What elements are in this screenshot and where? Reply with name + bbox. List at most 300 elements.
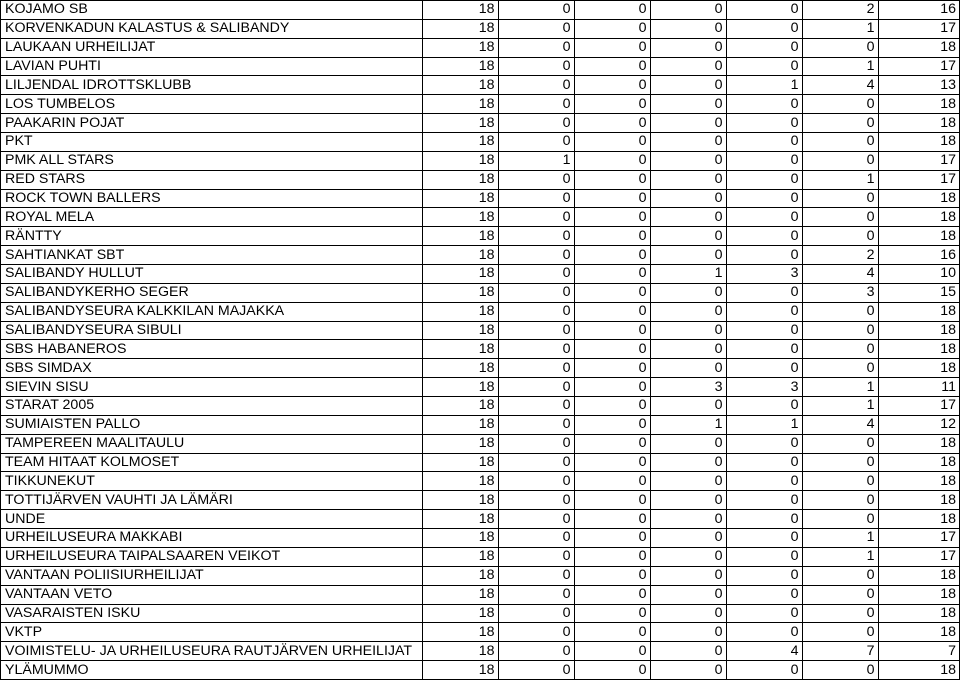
stat-cell: 0 <box>574 434 650 453</box>
stat-cell: 0 <box>574 246 650 265</box>
stat-cell: 0 <box>574 623 650 642</box>
total-cell: 18 <box>878 623 959 642</box>
team-name-cell: RÄNTTY <box>1 227 422 246</box>
table-row <box>1 547 959 566</box>
stat-cell: 0 <box>726 114 802 133</box>
stat-cell: 0 <box>574 661 650 680</box>
stat-cell: 0 <box>726 133 802 152</box>
stat-cell: 0 <box>574 642 650 661</box>
stat-cell: 0 <box>726 453 802 472</box>
stat-cell: 0 <box>802 510 878 529</box>
stat-cell: 4 <box>802 415 878 434</box>
table-row <box>1 661 959 680</box>
stat-cell: 1 <box>802 378 878 397</box>
table-row <box>1 623 959 642</box>
stat-cell: 0 <box>650 642 726 661</box>
table-body <box>1 1 959 679</box>
total-cell: 18 <box>878 585 959 604</box>
team-name-cell: SAHTIANKAT SBT <box>1 246 422 265</box>
stat-cell: 0 <box>574 57 650 76</box>
stat-cell: 0 <box>650 38 726 57</box>
stat-cell: 0 <box>802 566 878 585</box>
total-cell: 15 <box>878 283 959 302</box>
stat-cell: 0 <box>498 189 574 208</box>
total-cell: 18 <box>878 340 959 359</box>
team-name-cell: KORVENKADUN KALASTUS & SALIBANDY <box>1 19 422 38</box>
games-cell: 18 <box>422 133 498 152</box>
stat-cell: 0 <box>802 491 878 510</box>
table-row <box>1 95 959 114</box>
stat-cell: 0 <box>802 340 878 359</box>
stat-cell: 0 <box>498 133 574 152</box>
team-name-cell: TIKKUNEKUT <box>1 472 422 491</box>
stat-cell: 0 <box>650 133 726 152</box>
stat-cell: 4 <box>726 642 802 661</box>
team-name-cell: VANTAAN VETO <box>1 585 422 604</box>
stat-cell: 0 <box>574 321 650 340</box>
total-cell: 17 <box>878 547 959 566</box>
stat-cell: 0 <box>498 623 574 642</box>
stat-cell: 0 <box>650 189 726 208</box>
stat-cell: 0 <box>574 397 650 416</box>
table-row <box>1 585 959 604</box>
total-cell: 17 <box>878 397 959 416</box>
games-cell: 18 <box>422 510 498 529</box>
stat-cell: 0 <box>650 302 726 321</box>
stat-cell: 0 <box>650 397 726 416</box>
total-cell: 18 <box>878 133 959 152</box>
stat-cell: 0 <box>802 114 878 133</box>
stat-cell: 1 <box>726 415 802 434</box>
total-cell: 17 <box>878 57 959 76</box>
stat-cell: 0 <box>650 585 726 604</box>
table-row <box>1 566 959 585</box>
total-cell: 18 <box>878 38 959 57</box>
stat-cell: 3 <box>726 378 802 397</box>
stat-cell: 0 <box>650 95 726 114</box>
total-cell: 18 <box>878 510 959 529</box>
stat-cell: 1 <box>802 57 878 76</box>
games-cell: 18 <box>422 547 498 566</box>
stat-cell: 0 <box>726 510 802 529</box>
games-cell: 18 <box>422 151 498 170</box>
stat-cell: 0 <box>726 491 802 510</box>
total-cell: 18 <box>878 95 959 114</box>
stat-cell: 0 <box>498 585 574 604</box>
team-name-cell: LAVIAN PUHTI <box>1 57 422 76</box>
stat-cell: 0 <box>802 189 878 208</box>
table-row <box>1 397 959 416</box>
stat-cell: 0 <box>650 529 726 548</box>
stat-cell: 4 <box>802 265 878 284</box>
stat-cell: 0 <box>574 208 650 227</box>
stat-cell: 0 <box>650 57 726 76</box>
stat-cell: 0 <box>726 547 802 566</box>
stat-cell: 0 <box>574 510 650 529</box>
stat-cell: 0 <box>498 114 574 133</box>
games-cell: 18 <box>422 76 498 95</box>
team-name-cell: YLÄMUMMO <box>1 661 422 680</box>
games-cell: 18 <box>422 623 498 642</box>
stat-cell: 1 <box>802 170 878 189</box>
stat-cell: 0 <box>498 57 574 76</box>
stat-cell: 0 <box>650 604 726 623</box>
stat-cell: 0 <box>802 623 878 642</box>
table-row <box>1 302 959 321</box>
stat-cell: 0 <box>802 453 878 472</box>
table-row <box>1 321 959 340</box>
stat-cell: 0 <box>650 661 726 680</box>
stat-cell: 0 <box>498 340 574 359</box>
stat-cell: 0 <box>498 510 574 529</box>
team-name-cell: SUMIAISTEN PALLO <box>1 415 422 434</box>
stat-cell: 0 <box>498 415 574 434</box>
games-cell: 18 <box>422 397 498 416</box>
total-cell: 18 <box>878 208 959 227</box>
stat-cell: 0 <box>650 472 726 491</box>
stat-cell: 0 <box>726 189 802 208</box>
team-name-cell: RED STARS <box>1 170 422 189</box>
stat-cell: 0 <box>574 378 650 397</box>
games-cell: 18 <box>422 227 498 246</box>
total-cell: 18 <box>878 604 959 623</box>
stat-cell: 0 <box>650 434 726 453</box>
stat-cell: 0 <box>498 227 574 246</box>
games-cell: 18 <box>422 19 498 38</box>
stat-cell: 0 <box>650 227 726 246</box>
table-row <box>1 453 959 472</box>
stat-cell: 0 <box>498 378 574 397</box>
stat-cell: 1 <box>650 265 726 284</box>
stat-cell: 0 <box>574 1 650 19</box>
stat-cell: 0 <box>498 359 574 378</box>
stat-cell: 0 <box>498 265 574 284</box>
stat-cell: 0 <box>574 585 650 604</box>
stat-cell: 1 <box>802 19 878 38</box>
games-cell: 18 <box>422 661 498 680</box>
games-cell: 18 <box>422 95 498 114</box>
stat-cell: 0 <box>726 208 802 227</box>
stat-cell: 0 <box>498 566 574 585</box>
stat-cell: 7 <box>802 642 878 661</box>
stat-cell: 0 <box>726 19 802 38</box>
table-row <box>1 208 959 227</box>
table-row <box>1 151 959 170</box>
stat-cell: 0 <box>802 321 878 340</box>
stat-cell: 0 <box>498 302 574 321</box>
stat-cell: 0 <box>574 472 650 491</box>
table-row <box>1 472 959 491</box>
table-row <box>1 170 959 189</box>
total-cell: 18 <box>878 434 959 453</box>
games-cell: 18 <box>422 378 498 397</box>
table-row <box>1 491 959 510</box>
stat-cell: 3 <box>726 265 802 284</box>
team-name-cell: UNDE <box>1 510 422 529</box>
team-name-cell: SALIBANDYSEURA KALKKILAN MAJAKKA <box>1 302 422 321</box>
stat-cell: 0 <box>726 227 802 246</box>
stat-cell: 0 <box>498 604 574 623</box>
stat-cell: 0 <box>574 547 650 566</box>
stat-cell: 0 <box>498 283 574 302</box>
total-cell: 16 <box>878 246 959 265</box>
team-name-cell: TAMPEREEN MAALITAULU <box>1 434 422 453</box>
team-name-cell: SALIBANDYSEURA SIBULI <box>1 321 422 340</box>
stat-cell: 0 <box>498 397 574 416</box>
total-cell: 17 <box>878 151 959 170</box>
table-row <box>1 227 959 246</box>
stat-cell: 0 <box>574 170 650 189</box>
total-cell: 18 <box>878 227 959 246</box>
team-name-cell: TOTTIJÄRVEN VAUHTI JA LÄMÄRI <box>1 491 422 510</box>
stat-cell: 1 <box>802 397 878 416</box>
stat-cell: 0 <box>574 189 650 208</box>
stat-cell: 0 <box>726 283 802 302</box>
table-row <box>1 340 959 359</box>
stat-cell: 0 <box>650 340 726 359</box>
total-cell: 18 <box>878 453 959 472</box>
games-cell: 18 <box>422 491 498 510</box>
stat-cell: 1 <box>802 529 878 548</box>
stat-cell: 0 <box>802 133 878 152</box>
table-row <box>1 265 959 284</box>
stat-cell: 0 <box>574 133 650 152</box>
stat-cell: 0 <box>726 57 802 76</box>
games-cell: 18 <box>422 114 498 133</box>
stat-cell: 1 <box>650 415 726 434</box>
stat-cell: 0 <box>498 529 574 548</box>
total-cell: 13 <box>878 76 959 95</box>
games-cell: 18 <box>422 265 498 284</box>
team-name-cell: SBS HABANEROS <box>1 340 422 359</box>
stat-cell: 0 <box>802 227 878 246</box>
stat-cell: 0 <box>574 114 650 133</box>
total-cell: 11 <box>878 378 959 397</box>
total-cell: 12 <box>878 415 959 434</box>
stat-cell: 0 <box>574 265 650 284</box>
team-name-cell: SBS SIMDAX <box>1 359 422 378</box>
table-row <box>1 510 959 529</box>
stat-cell: 0 <box>802 434 878 453</box>
stat-cell: 0 <box>650 491 726 510</box>
stat-cell: 0 <box>650 510 726 529</box>
stat-cell: 0 <box>726 566 802 585</box>
team-name-cell: ROYAL MELA <box>1 208 422 227</box>
table-row <box>1 529 959 548</box>
games-cell: 18 <box>422 529 498 548</box>
team-name-cell: VASARAISTEN ISKU <box>1 604 422 623</box>
stat-cell: 0 <box>574 302 650 321</box>
table-row <box>1 114 959 133</box>
total-cell: 18 <box>878 661 959 680</box>
total-cell: 18 <box>878 189 959 208</box>
team-name-cell: PMK ALL STARS <box>1 151 422 170</box>
stat-cell: 0 <box>726 321 802 340</box>
games-cell: 18 <box>422 1 498 19</box>
stat-cell: 0 <box>726 604 802 623</box>
team-name-cell: STARAT 2005 <box>1 397 422 416</box>
stat-cell: 0 <box>650 321 726 340</box>
stat-cell: 2 <box>802 246 878 265</box>
total-cell: 10 <box>878 265 959 284</box>
stat-cell: 1 <box>802 547 878 566</box>
table-row <box>1 38 959 57</box>
stat-cell: 1 <box>726 76 802 95</box>
stat-cell: 0 <box>802 585 878 604</box>
stat-cell: 0 <box>574 151 650 170</box>
stat-cell: 0 <box>726 585 802 604</box>
total-cell: 17 <box>878 529 959 548</box>
team-name-cell: TEAM HITAAT KOLMOSET <box>1 453 422 472</box>
stat-cell: 0 <box>574 359 650 378</box>
stat-cell: 0 <box>574 227 650 246</box>
table-row <box>1 189 959 208</box>
games-cell: 18 <box>422 246 498 265</box>
stat-cell: 0 <box>726 1 802 19</box>
games-cell: 18 <box>422 472 498 491</box>
stat-cell: 0 <box>498 547 574 566</box>
stat-cell: 0 <box>726 38 802 57</box>
team-name-cell: SALIBANDY HULLUT <box>1 265 422 284</box>
table-row <box>1 359 959 378</box>
total-cell: 18 <box>878 491 959 510</box>
team-name-cell: SIEVIN SISU <box>1 378 422 397</box>
table-row <box>1 415 959 434</box>
total-cell: 17 <box>878 19 959 38</box>
stat-cell: 0 <box>802 151 878 170</box>
stat-cell: 0 <box>650 566 726 585</box>
table-row <box>1 283 959 302</box>
stat-cell: 0 <box>802 208 878 227</box>
games-cell: 18 <box>422 434 498 453</box>
games-cell: 18 <box>422 585 498 604</box>
stat-cell: 0 <box>650 170 726 189</box>
total-cell: 18 <box>878 359 959 378</box>
stat-cell: 0 <box>726 95 802 114</box>
stat-cell: 0 <box>726 302 802 321</box>
table-row <box>1 604 959 623</box>
stat-cell: 0 <box>498 472 574 491</box>
team-name-cell: VANTAAN POLIISIURHEILIJAT <box>1 566 422 585</box>
stat-cell: 0 <box>574 491 650 510</box>
stat-cell: 0 <box>574 38 650 57</box>
stat-cell: 0 <box>498 661 574 680</box>
team-name-cell: PAAKARIN POJAT <box>1 114 422 133</box>
games-cell: 18 <box>422 340 498 359</box>
stat-cell: 4 <box>802 76 878 95</box>
table-row <box>1 19 959 38</box>
stat-cell: 0 <box>650 19 726 38</box>
games-cell: 18 <box>422 566 498 585</box>
table-row <box>1 1 959 19</box>
stat-cell: 0 <box>726 529 802 548</box>
stat-cell: 0 <box>574 283 650 302</box>
stat-cell: 0 <box>498 321 574 340</box>
stat-cell: 0 <box>650 151 726 170</box>
stat-cell: 0 <box>802 472 878 491</box>
stat-cell: 0 <box>574 566 650 585</box>
team-name-cell: ROCK TOWN BALLERS <box>1 189 422 208</box>
stat-cell: 0 <box>650 359 726 378</box>
team-name-cell: SALIBANDYKERHO SEGER <box>1 283 422 302</box>
stat-cell: 0 <box>498 1 574 19</box>
stat-cell: 0 <box>498 38 574 57</box>
stat-cell: 0 <box>726 151 802 170</box>
stat-cell: 0 <box>498 170 574 189</box>
stat-cell: 0 <box>574 453 650 472</box>
table-row <box>1 76 959 95</box>
stat-cell: 0 <box>726 340 802 359</box>
table-row <box>1 378 959 397</box>
stat-cell: 0 <box>802 661 878 680</box>
table-row <box>1 642 959 661</box>
stat-cell: 0 <box>498 19 574 38</box>
total-cell: 18 <box>878 302 959 321</box>
stat-cell: 0 <box>726 246 802 265</box>
stat-cell: 0 <box>726 397 802 416</box>
games-cell: 18 <box>422 604 498 623</box>
games-cell: 18 <box>422 321 498 340</box>
stat-cell: 0 <box>574 19 650 38</box>
games-cell: 18 <box>422 208 498 227</box>
games-cell: 18 <box>422 642 498 661</box>
total-cell: 18 <box>878 321 959 340</box>
standings-table <box>1 1 959 680</box>
stat-cell: 0 <box>498 76 574 95</box>
team-name-cell: VKTP <box>1 623 422 642</box>
stat-cell: 0 <box>650 246 726 265</box>
stat-cell: 3 <box>650 378 726 397</box>
team-name-cell: URHEILUSEURA TAIPALSAAREN VEIKOT <box>1 547 422 566</box>
games-cell: 18 <box>422 57 498 76</box>
stat-cell: 0 <box>650 623 726 642</box>
team-name-cell: PKT <box>1 133 422 152</box>
games-cell: 18 <box>422 38 498 57</box>
table-row <box>1 133 959 152</box>
total-cell: 18 <box>878 114 959 133</box>
stat-cell: 0 <box>574 415 650 434</box>
stat-cell: 0 <box>726 170 802 189</box>
stat-cell: 0 <box>574 95 650 114</box>
stat-cell: 0 <box>498 208 574 227</box>
stat-cell: 0 <box>650 283 726 302</box>
games-cell: 18 <box>422 453 498 472</box>
games-cell: 18 <box>422 283 498 302</box>
stat-cell: 0 <box>574 604 650 623</box>
team-name-cell: LOS TUMBELOS <box>1 95 422 114</box>
stat-cell: 0 <box>498 434 574 453</box>
stat-cell: 0 <box>726 623 802 642</box>
games-cell: 18 <box>422 302 498 321</box>
stat-cell: 0 <box>726 434 802 453</box>
stat-cell: 0 <box>726 472 802 491</box>
table-row <box>1 434 959 453</box>
team-name-cell: URHEILUSEURA MAKKABI <box>1 529 422 548</box>
stat-cell: 2 <box>802 1 878 19</box>
total-cell: 7 <box>878 642 959 661</box>
stat-cell: 3 <box>802 283 878 302</box>
team-name-cell: LAUKAAN URHEILIJAT <box>1 38 422 57</box>
stat-cell: 0 <box>574 76 650 95</box>
stat-cell: 0 <box>726 661 802 680</box>
stat-cell: 0 <box>574 529 650 548</box>
stat-cell: 0 <box>726 359 802 378</box>
team-name-cell: VOIMISTELU- JA URHEILUSEURA RAUTJÄRVEN URHEILIJAT <box>1 642 422 661</box>
stat-cell: 0 <box>802 38 878 57</box>
total-cell: 18 <box>878 566 959 585</box>
stat-cell: 0 <box>498 453 574 472</box>
stat-cell: 0 <box>574 340 650 359</box>
